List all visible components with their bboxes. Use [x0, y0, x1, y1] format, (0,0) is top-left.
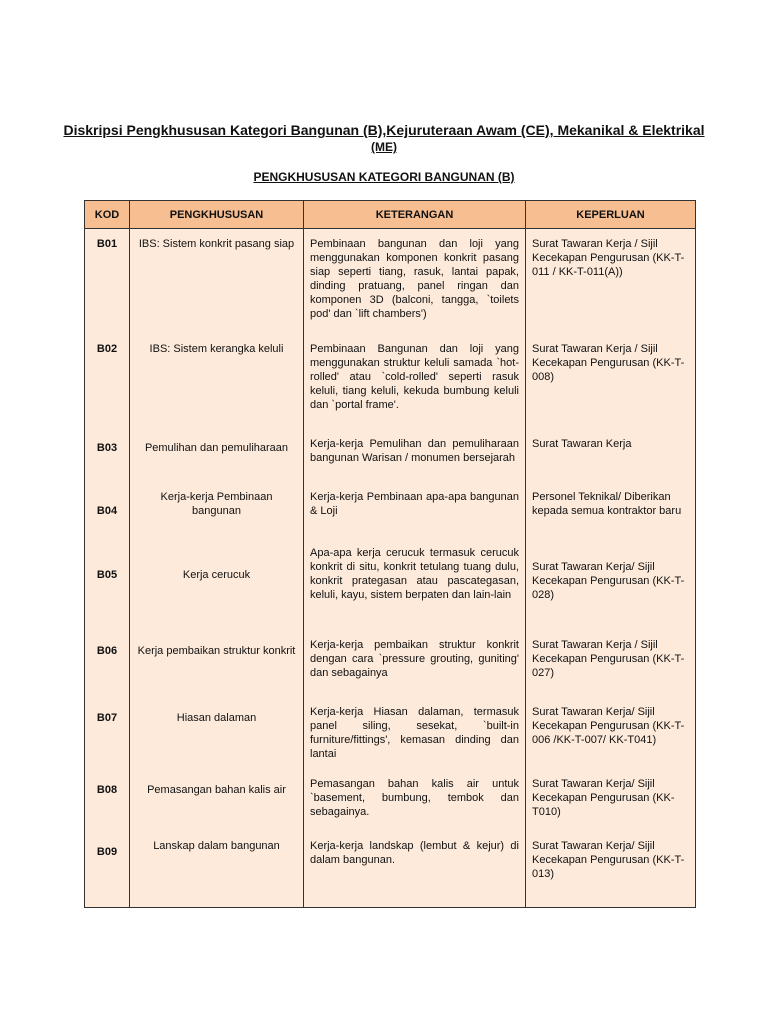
- cell-kod: B07: [85, 697, 130, 769]
- cell-keterangan: Kerja-kerja Pembinaan apa-apa bangunan & Loji: [304, 482, 526, 538]
- cell-pengkhususan: Pemasangan bahan kalis air: [130, 769, 304, 831]
- cell-kod: B06: [85, 630, 130, 697]
- cell-pengkhususan: Pemulihan dan pemuliharaan: [130, 429, 304, 482]
- table-header-row: [85, 201, 696, 229]
- cell-pengkhususan: Kerja pembaikan struktur konkrit: [130, 630, 304, 697]
- cell-pengkhususan: IBS: Sistem kerangka keluli: [130, 334, 304, 429]
- cell-keterangan: Kerja-kerja pembaikan struktur konkrit dengan cara `pressure grouting, guniting' dan sebagainya: [304, 630, 526, 697]
- cell-kod: B03: [85, 429, 130, 482]
- cell-keterangan: Pemasangan bahan kalis air untuk `basement, bumbung, tembok dan sebagainya.: [304, 769, 526, 831]
- table-row: [85, 697, 696, 769]
- table-row: [85, 482, 696, 538]
- section-subtitle: PENGKHUSUSAN KATEGORI BANGUNAN (B): [253, 170, 515, 184]
- cell-pengkhususan: Kerja cerucuk: [130, 538, 304, 630]
- cell-kod: B02: [85, 334, 130, 429]
- table-row: [85, 429, 696, 482]
- cell-keperluan: Surat Tawaran Kerja/ Sijil Kecekapan Pengurusan (KK-T-013): [526, 831, 696, 908]
- document-title-main: Diskripsi Pengkhususan Kategori Bangunan (B),Kejuruteraan Awam (CE), Mekanikal & Elektrikal: [63, 122, 705, 138]
- table-row: [85, 334, 696, 429]
- cell-keterangan: Kerja-kerja Pemulihan dan pemuliharaan bangunan Warisan / monumen bersejarah: [304, 429, 526, 482]
- cell-pengkhususan: Kerja-kerja Pembinaan bangunan: [130, 482, 304, 538]
- table-row: [85, 831, 696, 908]
- cell-pengkhususan: Lanskap dalam bangunan: [130, 831, 304, 908]
- cell-keperluan: Personel Teknikal/ Diberikan kepada semua kontraktor baru: [526, 482, 696, 538]
- document-title: [60, 122, 708, 155]
- cell-keterangan: Pembinaan bangunan dan loji yang menggunakan komponen konkrit pasang siap seperti tiang, rasuk, lantai papak, dinding pratuang, panel ringan dan komponen 3D (balconi, tangga, `toilets pod' dan `lift chambers'): [304, 229, 526, 334]
- cell-keperluan: Surat Tawaran Kerja / Sijil Kecekapan Pengurusan (KK-T-011 / KK-T-011(A)): [526, 229, 696, 334]
- cell-keterangan: Kerja-kerja landskap (lembut & kejur) di dalam bangunan.: [304, 831, 526, 908]
- cell-pengkhususan: IBS: Sistem konkrit pasang siap: [130, 229, 304, 334]
- header-pengkhususan: PENGKHUSUSAN: [130, 201, 304, 229]
- table-row: [85, 630, 696, 697]
- cell-keperluan: Surat Tawaran Kerja/ Sijil Kecekapan Pengurusan (KK-T-028): [526, 538, 696, 630]
- cell-keperluan: Surat Tawaran Kerja: [526, 429, 696, 482]
- cell-kod: B04: [85, 482, 130, 538]
- cell-keterangan: Apa-apa kerja cerucuk termasuk cerucuk konkrit di situ, konkrit tetulang tuang dulu, konkrit prategasan atau pascategasan, keluli, kayu, sistem berpaten dan lain-lain: [304, 538, 526, 630]
- cell-keperluan: Surat Tawaran Kerja / Sijil Kecekapan Pengurusan (KK-T-027): [526, 630, 696, 697]
- cell-kod: B08: [85, 769, 130, 831]
- cell-kod: B09: [85, 831, 130, 908]
- specialization-table: [84, 200, 696, 908]
- cell-keterangan: Pembinaan Bangunan dan loji yang menggunakan struktur keluli samada `hot-rolled' atau `cold-rolled' seperti rasuk keluli, tiang keluli, kekuda bumbung keluli dan `portal frame'.: [304, 334, 526, 429]
- table-row: [85, 769, 696, 831]
- header-keterangan: KETERANGAN: [304, 201, 526, 229]
- cell-keperluan: Surat Tawaran Kerja/ Sijil Kecekapan Pengurusan (KK-T-006 /KK-T-007/ KK-T041): [526, 697, 696, 769]
- cell-keperluan: Surat Tawaran Kerja / Sijil Kecekapan Pengurusan (KK-T-008): [526, 334, 696, 429]
- cell-kod: B01: [85, 229, 130, 334]
- table-row: [85, 538, 696, 630]
- cell-pengkhususan: Hiasan dalaman: [130, 697, 304, 769]
- cell-keperluan: Surat Tawaran Kerja/ Sijil Kecekapan Pengurusan (KK-T010): [526, 769, 696, 831]
- document-title-suffix: (ME): [371, 140, 397, 154]
- header-kod: KOD: [85, 201, 130, 229]
- table-row: [85, 229, 696, 334]
- cell-keterangan: Kerja-kerja Hiasan dalaman, termasuk panel siling, sesekat, `built-in furniture/fittings', kemasan dinding dan lantai: [304, 697, 526, 769]
- header-keperluan: KEPERLUAN: [526, 201, 696, 229]
- cell-kod: B05: [85, 538, 130, 630]
